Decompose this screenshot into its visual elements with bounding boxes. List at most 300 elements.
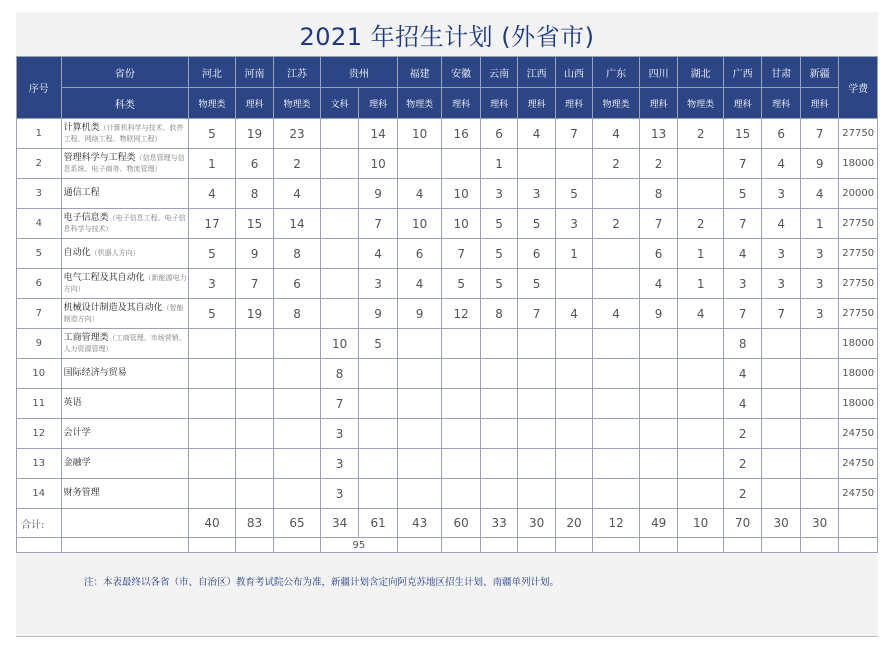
- plan-count-cell: 5: [189, 299, 236, 329]
- plan-count-cell: 5: [480, 269, 517, 299]
- plan-count-cell: [639, 389, 677, 419]
- table-row: [17, 359, 878, 389]
- plan-count-cell: [189, 449, 236, 479]
- plan-count-cell: [189, 359, 236, 389]
- major-name: 机械设计制造及其自动化: [63, 302, 163, 313]
- plan-count-cell: [274, 449, 321, 479]
- row-index: 11: [17, 389, 62, 419]
- header-province-name: 江西: [518, 57, 555, 88]
- plan-count-cell: 4: [518, 119, 555, 149]
- plan-count-cell: [359, 449, 397, 479]
- major-cell: [61, 269, 189, 299]
- plan-count-cell: [518, 419, 555, 449]
- header-province-name: 山西: [555, 57, 592, 88]
- fee-cell: 24750: [839, 449, 878, 479]
- header-category-cell: 理科: [359, 88, 397, 119]
- plan-count-cell: 2: [593, 149, 640, 179]
- header-category-cell: 理科: [442, 88, 480, 119]
- fee-cell: 20000: [839, 179, 878, 209]
- plan-count-cell: 2: [723, 479, 761, 509]
- plan-count-cell: [555, 479, 592, 509]
- plan-count-cell: 7: [723, 149, 761, 179]
- plan-count-cell: [800, 479, 838, 509]
- header-category-cell: 物理类: [189, 88, 236, 119]
- plan-count-cell: 3: [518, 179, 555, 209]
- plan-count-cell: 6: [274, 269, 321, 299]
- plan-count-cell: [762, 329, 800, 359]
- plan-count-cell: 1: [480, 149, 517, 179]
- table-row: [17, 269, 878, 299]
- header-category-cell: 物理类: [397, 88, 442, 119]
- total-cell: 83: [235, 509, 273, 538]
- plan-count-cell: [320, 299, 358, 329]
- header-province-name: 福建: [397, 57, 442, 88]
- plan-count-cell: [320, 239, 358, 269]
- major-name: 自动化: [63, 248, 91, 258]
- plan-count-cell: [235, 329, 273, 359]
- plan-count-cell: 3: [320, 449, 358, 479]
- major-note: （机器人方向）: [90, 249, 140, 257]
- plan-count-cell: [593, 449, 640, 479]
- total-cell: 10: [678, 509, 724, 538]
- table-row: [17, 149, 878, 179]
- plan-count-cell: [189, 479, 236, 509]
- major-cell: [61, 449, 189, 479]
- plan-count-cell: 1: [189, 149, 236, 179]
- total-cell: 49: [639, 509, 677, 538]
- plan-count-cell: [397, 479, 442, 509]
- plan-count-cell: 5: [723, 179, 761, 209]
- major-cell: [61, 329, 189, 359]
- plan-count-cell: [555, 359, 592, 389]
- subtotal-blank: [555, 538, 592, 553]
- plan-count-cell: [274, 419, 321, 449]
- plan-count-cell: [274, 389, 321, 419]
- plan-count-cell: [235, 389, 273, 419]
- header-province-name: 湖北: [678, 57, 724, 88]
- plan-count-cell: 7: [518, 299, 555, 329]
- row-index: 1: [17, 119, 62, 149]
- plan-count-cell: [397, 449, 442, 479]
- plan-count-cell: 7: [800, 119, 838, 149]
- plan-count-cell: [800, 419, 838, 449]
- plan-count-cell: 7: [639, 209, 677, 239]
- major-cell: [61, 239, 189, 269]
- major-name: 英语: [63, 398, 82, 408]
- plan-count-cell: 6: [762, 119, 800, 149]
- category-header-row: [17, 88, 878, 119]
- major-cell: [61, 359, 189, 389]
- total-cell: 40: [189, 509, 236, 538]
- plan-count-cell: 7: [723, 209, 761, 239]
- major-cell: [61, 149, 189, 179]
- plan-count-cell: [762, 479, 800, 509]
- major-note: （计算机科学与技术、软件工程、网络工程、物联网工程）: [63, 123, 184, 143]
- header-category-cell: 物理类: [274, 88, 321, 119]
- total-cell: 34: [320, 509, 358, 538]
- plan-count-cell: [397, 359, 442, 389]
- total-cell: 70: [723, 509, 761, 538]
- plan-count-cell: [800, 449, 838, 479]
- page-panel: [16, 12, 878, 637]
- header-category-cell: 理科: [555, 88, 592, 119]
- plan-count-cell: [442, 479, 480, 509]
- plan-count-cell: 10: [320, 329, 358, 359]
- header-category-cell: 理科: [723, 88, 761, 119]
- plan-count-cell: [235, 419, 273, 449]
- plan-count-cell: [189, 419, 236, 449]
- plan-count-cell: 8: [235, 179, 273, 209]
- plan-count-cell: 3: [320, 479, 358, 509]
- plan-count-cell: [274, 359, 321, 389]
- plan-count-cell: [189, 329, 236, 359]
- header-category-cell: 理科: [800, 88, 838, 119]
- subtotal-blank: [61, 538, 189, 553]
- major-cell: [61, 119, 189, 149]
- fee-cell: 27750: [839, 299, 878, 329]
- plan-count-cell: [639, 419, 677, 449]
- plan-count-cell: [762, 359, 800, 389]
- plan-count-cell: 4: [723, 239, 761, 269]
- plan-count-cell: 4: [555, 299, 592, 329]
- plan-count-cell: 4: [678, 299, 724, 329]
- total-label: 合计:: [17, 509, 62, 538]
- plan-count-cell: 6: [397, 239, 442, 269]
- plan-count-cell: 10: [359, 149, 397, 179]
- plan-count-cell: [678, 179, 724, 209]
- major-name: 国际经济与贸易: [63, 368, 127, 378]
- plan-count-cell: [678, 479, 724, 509]
- total-cell: 30: [800, 509, 838, 538]
- plan-count-cell: [800, 359, 838, 389]
- table-row: [17, 449, 878, 479]
- plan-count-cell: [320, 119, 358, 149]
- plan-count-cell: [480, 419, 517, 449]
- plan-count-cell: 7: [320, 389, 358, 419]
- total-fee-blank: [839, 509, 878, 538]
- plan-count-cell: 9: [800, 149, 838, 179]
- plan-count-cell: 2: [593, 209, 640, 239]
- plan-count-cell: [593, 239, 640, 269]
- plan-count-cell: [678, 389, 724, 419]
- row-index: 5: [17, 239, 62, 269]
- plan-count-cell: [555, 329, 592, 359]
- plan-count-cell: 8: [320, 359, 358, 389]
- major-note: （新能源电力方向）: [63, 273, 187, 293]
- plan-count-cell: 13: [639, 119, 677, 149]
- row-index: 10: [17, 359, 62, 389]
- plan-count-cell: [800, 329, 838, 359]
- plan-count-cell: 9: [397, 299, 442, 329]
- plan-count-cell: [235, 449, 273, 479]
- plan-count-cell: 15: [235, 209, 273, 239]
- plan-count-cell: 8: [639, 179, 677, 209]
- plan-count-cell: 3: [480, 179, 517, 209]
- total-cell: 60: [442, 509, 480, 538]
- row-index: 12: [17, 419, 62, 449]
- plan-count-cell: 7: [442, 239, 480, 269]
- plan-count-cell: 23: [274, 119, 321, 149]
- fee-cell: 27750: [839, 119, 878, 149]
- plan-count-cell: 6: [235, 149, 273, 179]
- header-province-name: 安徽: [442, 57, 480, 88]
- total-row: [17, 509, 878, 538]
- plan-count-cell: 2: [274, 149, 321, 179]
- major-cell: [61, 299, 189, 329]
- fee-cell: 18000: [839, 329, 878, 359]
- table-row: [17, 329, 878, 359]
- plan-count-cell: 8: [274, 299, 321, 329]
- plan-count-cell: [593, 329, 640, 359]
- plan-count-cell: [593, 179, 640, 209]
- major-cell: [61, 419, 189, 449]
- subtotal-blank: [800, 538, 838, 553]
- major-name: 工商管理类: [63, 332, 109, 343]
- subtotal-blank: [442, 538, 480, 553]
- plan-count-cell: [274, 479, 321, 509]
- major-cell: [61, 479, 189, 509]
- fee-cell: 27750: [839, 209, 878, 239]
- fee-cell: 27750: [839, 239, 878, 269]
- plan-count-cell: 9: [359, 179, 397, 209]
- plan-count-cell: 3: [555, 209, 592, 239]
- plan-count-cell: [593, 359, 640, 389]
- plan-count-cell: [397, 419, 442, 449]
- plan-count-cell: [555, 269, 592, 299]
- row-index: 2: [17, 149, 62, 179]
- header-category-cell: 理科: [480, 88, 517, 119]
- plan-count-cell: [678, 329, 724, 359]
- plan-count-cell: [518, 449, 555, 479]
- plan-count-cell: 5: [518, 209, 555, 239]
- plan-count-cell: 9: [639, 299, 677, 329]
- table-row: [17, 299, 878, 329]
- plan-count-cell: 5: [480, 239, 517, 269]
- plan-count-cell: [320, 149, 358, 179]
- major-name: 管理科学与工程类: [63, 152, 136, 163]
- plan-count-cell: 6: [639, 239, 677, 269]
- row-index: 7: [17, 299, 62, 329]
- plan-count-cell: 5: [189, 239, 236, 269]
- plan-count-cell: [442, 389, 480, 419]
- subtotal-blank: [397, 538, 442, 553]
- plan-count-cell: 3: [762, 239, 800, 269]
- plan-count-cell: [359, 359, 397, 389]
- header-fee: 学费: [839, 57, 878, 119]
- plan-count-cell: 1: [555, 239, 592, 269]
- header-province-name: 广东: [593, 57, 640, 88]
- subtotal-blank: [17, 538, 62, 553]
- plan-count-cell: 4: [397, 179, 442, 209]
- plan-count-cell: [442, 449, 480, 479]
- fee-cell: 27750: [839, 269, 878, 299]
- plan-count-cell: [555, 389, 592, 419]
- plan-count-cell: [359, 419, 397, 449]
- header-category-cell: 文科: [320, 88, 358, 119]
- plan-count-cell: [518, 389, 555, 419]
- fee-cell: 18000: [839, 149, 878, 179]
- plan-count-cell: [555, 449, 592, 479]
- plan-count-cell: 4: [274, 179, 321, 209]
- plan-count-cell: [359, 479, 397, 509]
- subtotal-blank: [189, 538, 236, 553]
- major-name: 电子信息类: [63, 212, 109, 223]
- plan-count-cell: 5: [518, 269, 555, 299]
- plan-count-cell: 19: [235, 119, 273, 149]
- fee-cell: 24750: [839, 419, 878, 449]
- plan-count-cell: [442, 359, 480, 389]
- plan-count-cell: 3: [800, 269, 838, 299]
- row-index: 4: [17, 209, 62, 239]
- plan-count-cell: [480, 449, 517, 479]
- plan-count-cell: [480, 389, 517, 419]
- header-province-name: 江苏: [274, 57, 321, 88]
- plan-count-cell: [518, 479, 555, 509]
- major-note: （工商管理、市场营销、人力资源管理）: [63, 333, 186, 353]
- plan-count-cell: [555, 149, 592, 179]
- total-blank: [61, 509, 189, 538]
- plan-count-cell: 3: [359, 269, 397, 299]
- row-index: 6: [17, 269, 62, 299]
- plan-count-cell: [442, 329, 480, 359]
- header-province-name: 河北: [189, 57, 236, 88]
- plan-count-cell: 4: [723, 359, 761, 389]
- plan-count-cell: 1: [678, 269, 724, 299]
- plan-count-cell: [593, 269, 640, 299]
- plan-count-cell: [480, 329, 517, 359]
- subtotal-blank: [839, 538, 878, 553]
- header-category: 科类: [61, 88, 189, 119]
- header-category-cell: 物理类: [678, 88, 724, 119]
- plan-count-cell: [678, 359, 724, 389]
- subtotal-blank: [678, 538, 724, 553]
- fee-cell: 18000: [839, 359, 878, 389]
- plan-count-cell: [678, 449, 724, 479]
- major-note: （智能制造方向）: [63, 303, 184, 323]
- plan-count-cell: 7: [235, 269, 273, 299]
- plan-count-cell: 3: [189, 269, 236, 299]
- major-note: （信息管理与信息系统、电子商务、物流管理）: [63, 153, 185, 173]
- plan-count-cell: 5: [442, 269, 480, 299]
- subtotal-blank: [480, 538, 517, 553]
- total-cell: 20: [555, 509, 592, 538]
- plan-count-cell: [518, 359, 555, 389]
- plan-count-cell: [762, 419, 800, 449]
- plan-count-cell: 5: [480, 209, 517, 239]
- plan-count-cell: [359, 389, 397, 419]
- plan-count-cell: 8: [480, 299, 517, 329]
- plan-count-cell: 3: [800, 299, 838, 329]
- plan-count-cell: 2: [723, 449, 761, 479]
- subtotal-blank: [639, 538, 677, 553]
- total-cell: 65: [274, 509, 321, 538]
- header-category-cell: 物理类: [593, 88, 640, 119]
- plan-count-cell: 6: [480, 119, 517, 149]
- major-cell: [61, 389, 189, 419]
- plan-count-cell: [593, 479, 640, 509]
- plan-count-cell: [480, 359, 517, 389]
- plan-count-cell: 3: [762, 179, 800, 209]
- plan-count-cell: 5: [359, 329, 397, 359]
- plan-count-cell: [442, 149, 480, 179]
- subtotal-blank: [723, 538, 761, 553]
- plan-count-cell: 8: [274, 239, 321, 269]
- table-row: [17, 479, 878, 509]
- plan-count-cell: [678, 149, 724, 179]
- plan-count-cell: 9: [359, 299, 397, 329]
- plan-count-cell: [320, 269, 358, 299]
- header-province-name: 河南: [235, 57, 273, 88]
- plan-count-cell: [320, 179, 358, 209]
- plan-count-cell: [518, 149, 555, 179]
- total-cell: 43: [397, 509, 442, 538]
- subtotal-blank: [593, 538, 640, 553]
- plan-count-cell: 7: [555, 119, 592, 149]
- plan-count-cell: [678, 419, 724, 449]
- plan-count-cell: 4: [593, 299, 640, 329]
- plan-count-cell: 10: [442, 179, 480, 209]
- plan-count-cell: 10: [397, 119, 442, 149]
- plan-count-cell: 10: [397, 209, 442, 239]
- header-category-cell: 理科: [518, 88, 555, 119]
- plan-count-cell: 14: [359, 119, 397, 149]
- row-index: 13: [17, 449, 62, 479]
- plan-count-cell: 9: [235, 239, 273, 269]
- plan-count-cell: [593, 389, 640, 419]
- plan-count-cell: [235, 359, 273, 389]
- plan-count-cell: [555, 419, 592, 449]
- plan-count-cell: [762, 449, 800, 479]
- header-category-cell: 理科: [639, 88, 677, 119]
- header-category-cell: 理科: [235, 88, 273, 119]
- fee-cell: 24750: [839, 479, 878, 509]
- footnote: 注：本表最终以各省（市、自治区）教育考试院公布为准，新疆计划含定向阿克苏地区招生计划、南疆单列计划。: [84, 577, 560, 588]
- plan-count-cell: 2: [639, 149, 677, 179]
- page-title: 2021 年招生计划 (外省市): [299, 23, 595, 51]
- header-province: 省份: [61, 57, 189, 88]
- plan-count-cell: [320, 209, 358, 239]
- plan-count-cell: 5: [189, 119, 236, 149]
- row-index: 3: [17, 179, 62, 209]
- plan-count-cell: 6: [518, 239, 555, 269]
- major-cell: [61, 209, 189, 239]
- plan-count-cell: [639, 449, 677, 479]
- plan-count-cell: 19: [235, 299, 273, 329]
- plan-count-cell: [397, 149, 442, 179]
- plan-count-cell: 15: [723, 119, 761, 149]
- major-name: 电气工程及其自动化: [63, 272, 145, 283]
- plan-count-cell: 1: [678, 239, 724, 269]
- plan-count-cell: [480, 479, 517, 509]
- province-header-row: [17, 57, 878, 88]
- header-category-cell: 理科: [762, 88, 800, 119]
- major-name: 金融学: [63, 458, 91, 468]
- major-note: （电子信息工程、电子信息科学与技术）: [63, 213, 186, 233]
- row-index: 9: [17, 329, 62, 359]
- plan-count-cell: [593, 419, 640, 449]
- plan-count-cell: 4: [639, 269, 677, 299]
- header-province-name: 贵州: [320, 57, 397, 88]
- plan-count-cell: 1: [800, 209, 838, 239]
- total-cell: 33: [480, 509, 517, 538]
- plan-count-cell: 4: [359, 239, 397, 269]
- plan-count-cell: [274, 329, 321, 359]
- header-index: 序号: [17, 57, 62, 119]
- header-province-name: 广西: [723, 57, 761, 88]
- plan-count-cell: [762, 389, 800, 419]
- plan-count-cell: 2: [678, 119, 724, 149]
- plan-count-cell: 8: [723, 329, 761, 359]
